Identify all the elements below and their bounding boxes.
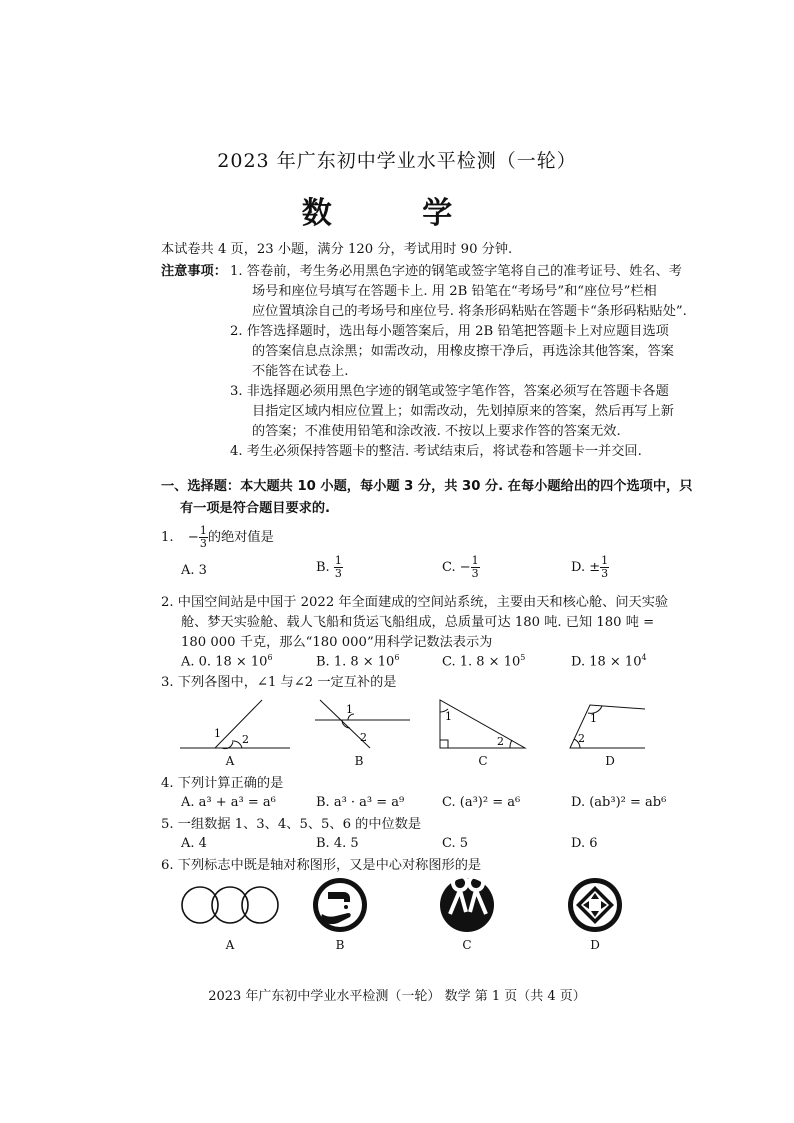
exam-title: 2023 年广东初中学业水平检测（一轮） — [217, 150, 577, 172]
q6-caption-a[interactable]: A — [225, 938, 235, 952]
ribbon-logo-icon — [440, 878, 494, 932]
olympic-rings-icon — [182, 887, 278, 923]
q4-option-a[interactable]: A. a³ + a³ = a⁶ — [181, 795, 276, 810]
q2-b-text: B. 1. 8 × 10 — [316, 654, 395, 670]
q6-logos — [170, 878, 650, 938]
q2-option-a[interactable] — [181, 653, 273, 669]
q2-option-c[interactable] — [442, 653, 525, 669]
notice-item-2-line-2: 的答案信息点涂黑；如需改动，用橡皮擦干净后，再选涂其他答案，答案 — [252, 344, 674, 359]
q3-c-angle1: 1 — [445, 710, 452, 723]
arrows-compass-icon — [568, 878, 622, 932]
notice-item-3-line-3: 的答案；不准使用铅笔和涂改液. 不按以上要求作答的答案无效. — [252, 424, 621, 439]
q6-caption-d[interactable]: D — [590, 938, 600, 952]
notice-item-3-line-2: 目指定区域内相应位置上；如需改动，先划掉原来的答案，然后再写上新 — [252, 404, 674, 419]
exam-intro: 本试卷共 4 页，23 小题，满分 120 分，考试用时 90 分钟. — [161, 242, 513, 257]
q3-b-angle1: 1 — [346, 703, 353, 716]
q5-option-d[interactable]: D. 6 — [571, 836, 598, 851]
notice-item-2-line-3: 不能答在试卷上. — [252, 364, 349, 379]
subject-title: 数 学 — [301, 196, 493, 231]
q6-stem: 6. 下列标志中既是轴对称图形，又是中心对称图形的是 — [161, 858, 482, 873]
q3-figure-b — [315, 700, 410, 748]
q1-d-num: 1 — [601, 554, 609, 567]
notice-label: 注意事项： — [161, 264, 227, 279]
q2-line-1: 2. 中国空间站是中国于 2022 年全面建成的空间站系统，主要由天和核心舱、问天实验 — [161, 595, 669, 610]
q4-option-d[interactable]: D. (ab³)² = ab⁶ — [571, 795, 667, 810]
q2-line-2: 舱、梦天实验舱、载人飞船和货运飞船组成，总质量可达 180 吨. 已知 180 吨 = — [181, 615, 655, 630]
q2-a-exp: 6 — [267, 653, 273, 662]
notice-item-3-line-1: 3. 非选择题必须用黑色字迹的钢笔或签字笔作答，答案必须写在答题卡各题 — [230, 384, 669, 399]
question-1-stem — [161, 525, 274, 550]
q1-b-num: 1 — [334, 554, 342, 567]
q3-b-angle2: 2 — [360, 731, 367, 744]
q2-option-d[interactable] — [571, 653, 647, 669]
q1-option-d[interactable] — [571, 555, 609, 580]
q5-option-c[interactable]: C. 5 — [442, 836, 469, 851]
q2-d-text: D. 18 × 10 — [571, 654, 642, 670]
q1-c-num: 1 — [471, 554, 479, 567]
q1-option-b[interactable] — [316, 555, 343, 580]
notice-list — [230, 262, 687, 462]
q3-figure-c — [440, 700, 525, 748]
q3-caption-a[interactable]: A — [225, 754, 235, 768]
notice-item-1-line-3: 应位置填涂自己的考场号和座位号. 将条形码粘贴在答题卡“条形码粘贴处”. — [252, 304, 687, 319]
q2-a-text: A. 0. 18 × 10 — [181, 654, 268, 670]
q3-angle-figures — [170, 695, 660, 755]
q2-line-3: 180 000 千克，那么“180 000”用科学记数法表示为 — [181, 635, 493, 650]
section1-heading-line2: 有一项是符合题目要求的. — [180, 501, 331, 516]
q3-caption-d[interactable]: D — [605, 754, 615, 768]
q1-d-den: 3 — [601, 567, 609, 580]
q1-option-a[interactable]: A. 3 — [181, 563, 207, 578]
q3-stem: 3. 下列各图中，∠1 与∠2 一定互补的是 — [161, 675, 397, 690]
q1-option-d-label: D. ± — [571, 560, 601, 575]
q2-c-exp: 5 — [520, 653, 526, 662]
q6-caption-b[interactable]: B — [335, 938, 345, 952]
q3-caption-b[interactable]: B — [354, 754, 364, 768]
q1-frac-num: 1 — [199, 524, 207, 537]
q1-option-b-label: B. — [316, 560, 330, 575]
q1-minus: − — [187, 530, 199, 545]
q5-stem: 5. 一组数据 1、3、4、5、5、6 的中位数是 — [161, 817, 422, 832]
q3-d-angle2: 2 — [578, 732, 585, 745]
q6-caption-c[interactable]: C — [462, 938, 472, 952]
page-footer: 2023 年广东初中学业水平检测（一轮） 数学 第 1 页（共 4 页） — [208, 989, 586, 1004]
q1-frac-den: 3 — [199, 537, 207, 550]
q5-option-a[interactable]: A. 4 — [181, 836, 207, 851]
q1-stem-text: 的绝对值是 — [207, 530, 274, 545]
q4-option-c[interactable]: C. (a³)² = a⁶ — [442, 795, 521, 810]
section1-heading-line1: 一、选择题：本大题共 10 小题，每小题 3 分，共 30 分. 在每小题给出的四个选项中，只 — [161, 479, 693, 494]
q3-a-angle1: 1 — [214, 727, 221, 740]
q1-option-c[interactable] — [442, 555, 480, 580]
q1-number: 1. — [161, 530, 174, 545]
q2-c-text: C. 1. 8 × 10 — [442, 654, 521, 670]
q3-figure-d — [570, 705, 645, 748]
notice-item-1-line-1: 1. 答卷前，考生务必用黑色字迹的钢笔或签字笔将自己的准考证号、姓名、考 — [230, 264, 682, 279]
q1-fraction — [199, 525, 208, 550]
notice-item-2-line-1: 2. 作答选择题时，选出每小题答案后，用 2B 铅笔把答题卡上对应题目选项 — [230, 324, 669, 339]
q3-d-angle1: 1 — [590, 712, 597, 725]
q2-b-exp: 6 — [394, 653, 400, 662]
q3-a-angle2: 2 — [242, 733, 249, 746]
q1-option-c-label: C. − — [442, 560, 471, 575]
hand-water-icon — [313, 878, 367, 932]
q5-option-b[interactable]: B. 4. 5 — [316, 836, 359, 851]
notice-item-4-line-1: 4. 考生必须保持答题卡的整洁. 考试结束后，将试卷和答题卡一并交回. — [230, 444, 642, 459]
q1-b-den: 3 — [334, 567, 342, 580]
q2-d-exp: 4 — [641, 653, 647, 662]
q3-figure-a — [180, 700, 290, 749]
q2-option-b[interactable] — [316, 653, 399, 669]
q4-stem: 4. 下列计算正确的是 — [161, 776, 284, 791]
notice-item-1-line-2: 场号和座位号填写在答题卡上. 用 2B 铅笔在“考场号”和“座位号”栏相 — [252, 284, 657, 299]
q4-option-b[interactable]: B. a³ · a³ = a⁹ — [316, 795, 405, 810]
q3-caption-c[interactable]: C — [478, 754, 488, 768]
q3-c-angle2: 2 — [497, 735, 504, 748]
q1-c-den: 3 — [471, 567, 479, 580]
